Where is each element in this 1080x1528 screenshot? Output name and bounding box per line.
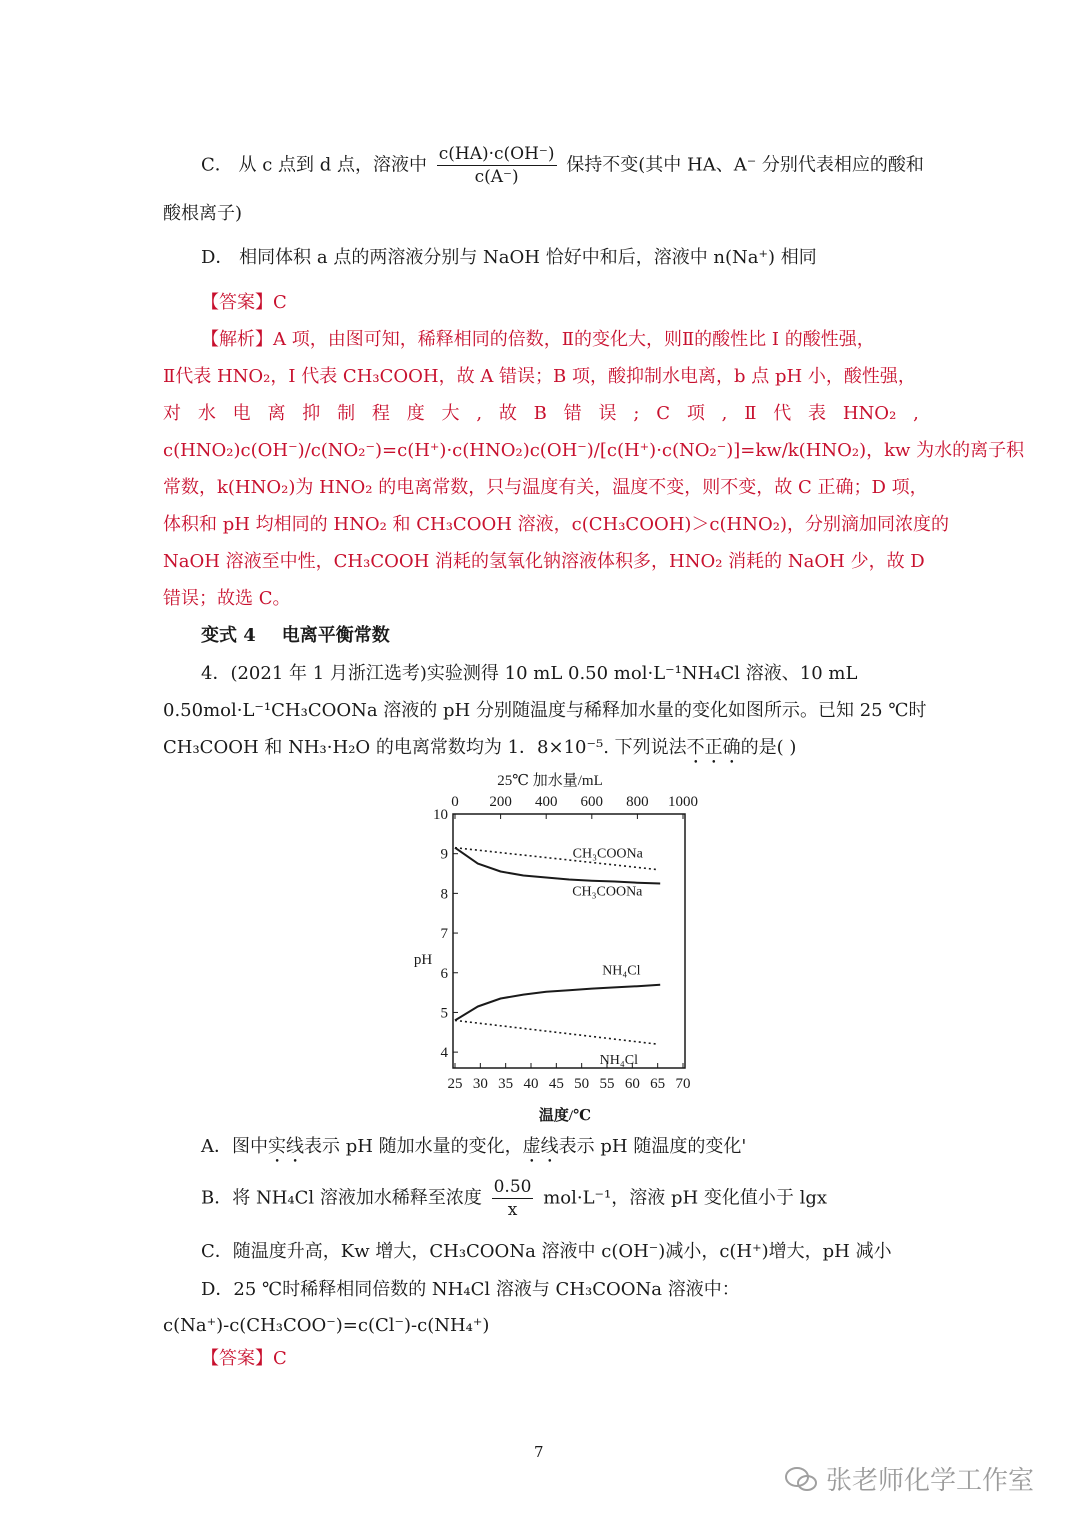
series-label: NH₄Cl: [602, 963, 641, 979]
question-4-line-1: 4．(2021 年 1 月浙江选考)实验测得 10 mL 0.50 mol·L⁻¹NH₄Cl 溶液、10 mL: [201, 663, 858, 684]
option-c: [201, 143, 924, 188]
top-tick-label: 200: [489, 794, 512, 810]
analysis-token: 项: [686, 403, 705, 424]
analysis-token: 大: [441, 403, 460, 424]
variant-heading: [201, 624, 390, 648]
option-b-pre: B．将 NH₄Cl 溶液加水稀释至浓度: [201, 1187, 482, 1209]
y-tick-label: 6: [440, 965, 448, 982]
analysis-token: 程: [371, 403, 390, 424]
series-label: CH₃COONa: [572, 884, 643, 900]
series-2-line: [455, 985, 660, 1021]
top-tick-label: 400: [534, 794, 558, 810]
option-a: [201, 1135, 746, 1167]
question-4-line-3: [163, 736, 796, 768]
analysis-line-3: [163, 402, 919, 426]
option-c-fraction: [437, 143, 557, 188]
chart-x-label: 温度/℃: [538, 1108, 592, 1124]
x-tick-label: 60: [624, 1076, 640, 1092]
series-3-line: [455, 1020, 658, 1044]
answer-label: 【答案】: [201, 292, 273, 313]
wechat-icon: [784, 1465, 818, 1493]
answer-label: 【答案】: [201, 1348, 273, 1369]
analysis-token: 代: [773, 403, 792, 424]
x-tick-label: 35: [498, 1076, 514, 1092]
option-a-pre: A．图中: [201, 1136, 268, 1157]
analysis-token: 表: [808, 403, 827, 424]
series-label: NH₄Cl: [599, 1053, 639, 1069]
fraction-numerator: 0.50: [493, 1177, 532, 1197]
answer-1: [201, 291, 287, 315]
analysis-token: 制: [337, 403, 356, 424]
analysis-line-1: [201, 328, 875, 352]
x-tick-label: 55: [599, 1076, 615, 1092]
emphasis-not-correct: 不正确: [686, 737, 741, 758]
option-c-suffix: 保持不变(其中 HA、A⁻ 分别代表相应的酸和: [566, 154, 924, 176]
analysis-token: 离: [267, 403, 286, 424]
answer-value: C: [273, 292, 287, 313]
analysis-line-7: NaOH 溶液至中性，CH₃COOH 消耗的氢氧化钠溶液体积多，HNO₂ 消耗的 NaOH 少，故 D: [163, 551, 925, 572]
analysis-token: 电: [232, 403, 251, 424]
top-tick-label: 1000: [668, 794, 698, 810]
analysis-token: ;: [633, 403, 640, 424]
x-tick-label: 50: [574, 1076, 590, 1092]
y-tick-label: 5: [440, 1005, 448, 1022]
y-tick-label: 4: [440, 1045, 448, 1062]
variant-label: 变式 4: [201, 625, 256, 646]
analysis-token: ,: [913, 403, 919, 424]
analysis-token: 故: [498, 403, 517, 424]
analysis-line-2: Ⅱ代表 HNO₂，I 代表 CH₃COOH，故 A 错误；B 项，酸抑制水电离，b 点 pH 小，酸性强，: [163, 366, 916, 387]
answer-2: [201, 1347, 287, 1371]
page-number: 7: [534, 1443, 544, 1461]
analysis-line-5: 常数，k(HNO₂)为 HNO₂ 的电离常数，只与温度有关，温度不变，则不变，故 C 正确；D 项，: [163, 477, 928, 498]
option-d: D． 相同体积 a 点的两溶液分别与 NaOH 恰好中和后，溶液中 n(Na⁺) 相同: [201, 247, 817, 268]
analysis-token: 水: [197, 403, 216, 424]
top-tick-label: 0: [451, 794, 459, 810]
analysis-text: A 项，由图可知，稀释相同的倍数，Ⅱ的变化大，则Ⅱ的酸性比 I 的酸性强，: [273, 329, 875, 350]
emphasis-solid-line: 实线: [268, 1136, 304, 1157]
option-b-post: mol·L⁻¹，溶液 pH 变化值小于 lgx: [543, 1187, 828, 1209]
x-tick-label: 45: [548, 1076, 564, 1092]
analysis-label: 【解析】: [201, 329, 273, 350]
analysis-token: C: [656, 403, 671, 424]
analysis-line-6: 体积和 pH 均相同的 HNO₂ 和 CH₃COOH 溶液，c(CH₃COOH)＞c(HNO₂)，分别滴加同浓度的: [163, 514, 949, 535]
fraction-numerator: c(HA)·c(OH⁻): [438, 144, 555, 164]
x-tick-label: 30: [472, 1076, 488, 1092]
y-tick-label: 7: [440, 926, 448, 943]
y-tick-label: 9: [440, 846, 448, 863]
question-4-text: CH₃COOH 和 NH₃·H₂O 的电离常数均为 1．8×10⁻⁵. 下列说法: [163, 737, 687, 758]
y-tick-label: 8: [440, 886, 448, 903]
y-tick-label: 10: [433, 807, 448, 823]
chart-top-axis-label: 25℃ 加水量/mL: [497, 773, 603, 789]
chart-y-ticks: [433, 807, 458, 1061]
analysis-token: Ⅱ: [744, 403, 757, 424]
analysis-token: ,: [476, 403, 483, 424]
question-4-blank: 的是( ): [740, 737, 797, 758]
ph-chart: [405, 768, 715, 1128]
series-label: CH₃COONa: [572, 846, 643, 862]
x-tick-label: 70: [675, 1076, 691, 1092]
question-4-line-2: 0.50mol·L⁻¹CH₃COONa 溶液的 pH 分别随温度与稀释加水量的变化如图所示。已知 25 ℃时: [163, 700, 927, 721]
option-d-formula: c(Na⁺)-c(CH₃COO⁻)=c(Cl⁻)-c(NH₄⁺): [163, 1315, 490, 1336]
x-tick-label: 25: [447, 1076, 463, 1092]
chart-y-label: pH: [413, 952, 433, 968]
analysis-token: 对: [163, 403, 181, 424]
x-tick-label: 65: [650, 1076, 666, 1092]
option-d-2: D．25 ℃时稀释相同倍数的 NH₄Cl 溶液与 CH₃COONa 溶液中：: [201, 1279, 740, 1300]
answer-value: C: [273, 1348, 287, 1369]
analysis-token: B: [533, 403, 547, 424]
option-b: [201, 1176, 827, 1221]
chart-series: [455, 848, 660, 1044]
chart-plot-frame: [453, 814, 685, 1068]
option-a-post: 表示 pH 随温度的变化': [558, 1136, 747, 1157]
variant-title: 电离平衡常数: [281, 625, 390, 646]
analysis-token: 误: [598, 403, 617, 424]
emphasis-dotted-line: 虚线: [522, 1136, 559, 1157]
option-a-mid: 表示 pH 随加水量的变化，: [304, 1136, 523, 1157]
option-c-prefix: C． 从 c 点到 d 点，溶液中: [201, 154, 427, 176]
analysis-token: 错: [563, 403, 582, 424]
analysis-token: 抑: [302, 403, 321, 424]
analysis-line-8: 错误；故选 C。: [163, 588, 291, 609]
analysis-token: HNO₂: [842, 403, 897, 424]
option-b-fraction: [492, 1176, 534, 1221]
watermark-text: 张老师化学工作室: [826, 1466, 1035, 1496]
fraction-denominator: c(A⁻): [474, 167, 519, 187]
top-tick-label: 800: [626, 794, 649, 810]
analysis-token: 度: [406, 403, 425, 424]
analysis-line-4: c(HNO₂)c(OH⁻)/c(NO₂⁻)=c(H⁺)·c(HNO₂)c(OH⁻)/[c(H⁺)·c(NO₂⁻)]=kw/k(HNO₂)，kw 为水的离子积: [163, 440, 1025, 461]
chart-top-ticks: [451, 794, 698, 819]
option-c-2: C．随温度升高，Kw 增大，CH₃COONa 溶液中 c(OH⁻)减小，c(H⁺)增大，pH 减小: [201, 1241, 892, 1262]
option-c-continuation: 酸根离子): [163, 203, 243, 224]
top-tick-label: 600: [580, 794, 604, 810]
x-tick-label: 40: [523, 1076, 539, 1092]
analysis-token: ,: [721, 403, 728, 424]
watermark: [784, 1460, 1034, 1497]
fraction-denominator: x: [507, 1200, 518, 1220]
